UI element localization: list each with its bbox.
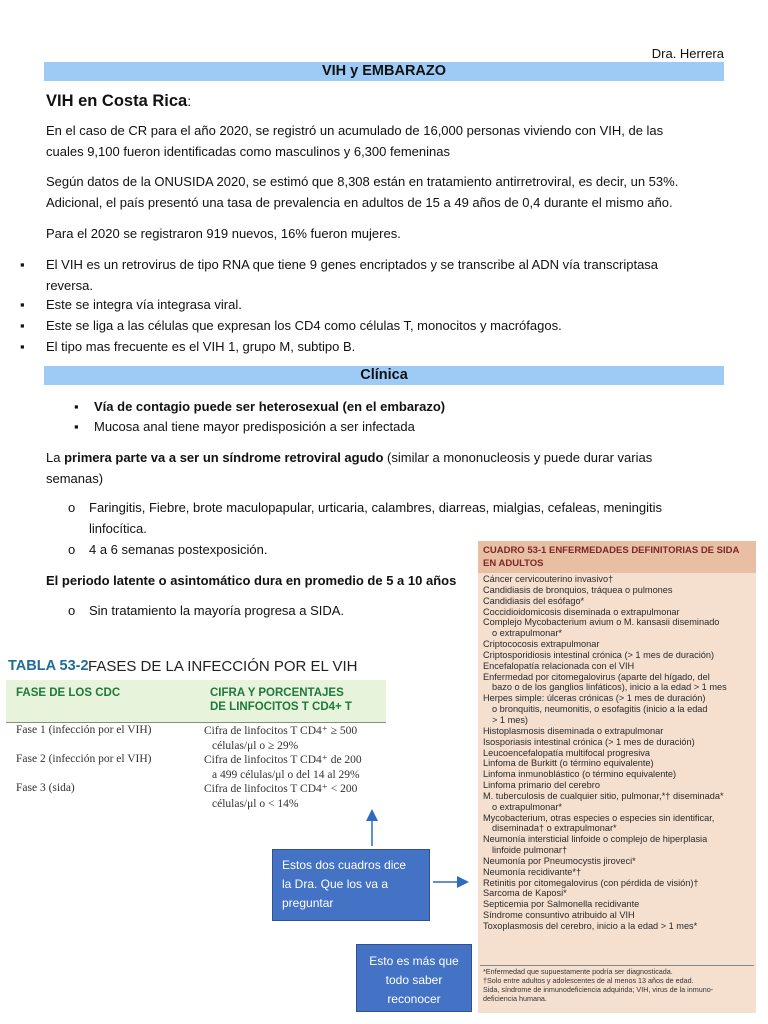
table-number: TABLA 53-2 <box>8 658 89 674</box>
disease-list-item: Criptococosis extrapulmonar <box>483 639 600 650</box>
bullet-icon: ▪ <box>74 419 79 434</box>
sub-item-text: 4 a 6 semanas postexposición. <box>89 542 268 557</box>
list-item-text-cont: reversa. <box>46 278 93 293</box>
column-header-cifra-l2: DE LINFOCITOS T CD4+ T <box>210 701 352 713</box>
disease-list-item: Criptosporidiosis intestinal crónica (> 1 mes de duración) <box>483 649 715 660</box>
cell-line: a 499 células/μl o del 14 al 29% <box>212 769 360 781</box>
section-heading-clinica: Clínica <box>360 367 408 383</box>
list-item-text: Este se integra vía integrasa viral. <box>46 297 242 312</box>
callout-line: reconocer <box>387 992 441 1006</box>
disease-list-item: Septicemia por Salmonella recidivante <box>483 899 640 910</box>
disease-list-item: Toxoplasmosis del cerebro, inicio a la edad > 1 mes* <box>483 921 698 931</box>
disease-list-item: Herpes simple: úlceras crónicas (> 1 mes de duración) <box>483 693 706 704</box>
table-cell-fase: Fase 1 (infección por el VIH) <box>16 724 152 736</box>
disease-list-item: Neumonía por Pneumocystis jiroveci* <box>483 855 636 866</box>
cell-line: células/μl o < 14% <box>212 798 299 810</box>
disease-list-item: Cáncer cervicouterino invasivo† <box>483 574 614 584</box>
disease-list-item: Candidiasis del esófago* <box>483 595 585 606</box>
box-title-line2: EN ADULTOS <box>483 558 544 569</box>
retroviral-line2: semanas) <box>46 471 104 486</box>
disease-list-item: Linfoma primario del cerebro <box>483 780 600 791</box>
disease-list-item: Histoplasmosis diseminada o extrapulmonar <box>483 725 664 736</box>
column-header-cifra-l1: CIFRA Y PORCENTAJES <box>210 687 344 699</box>
disease-list-item: Complejo Mycobacterium avium o M. kansasii diseminado <box>483 617 720 628</box>
disease-list-item: Sarcoma de Kaposi* <box>483 888 567 899</box>
disease-list-item: Neumonía intersticial linfoide o complejo de hiperplasia <box>483 834 708 845</box>
sub-item-text: Sin tratamiento la mayoría progresa a SIDA. <box>89 603 345 618</box>
disease-list-item: Linfoma de Burkitt (o término equivalente) <box>483 758 654 769</box>
callout-line: preguntar <box>282 896 334 910</box>
author-name: Dra. Herrera <box>651 46 724 61</box>
disease-list-item: M. tuberculosis de cualquier sitio, pulmonar,*† diseminada* <box>483 790 724 801</box>
p2-line1: Según datos de la ONUSIDA 2020, se estimó que 8,308 están en tratamiento antirretroviral, es decir, un 53%. <box>46 174 679 189</box>
disease-list-item: Encefalopatía relacionada con el VIH <box>483 660 635 671</box>
disease-list-item: > 1 mes) <box>492 714 528 725</box>
cell-line: Cifra de linfocitos T CD4⁺ ≥ 500 <box>204 725 358 737</box>
callout-note-reconocer <box>356 944 472 1012</box>
callout-line: Estos dos cuadros dice <box>282 858 407 872</box>
table-title: FASES DE LA INFECCIÓN POR EL VIH <box>88 658 358 675</box>
disease-list-item: Coccidioidomicosis diseminada o extrapulmonar <box>483 606 680 617</box>
disease-list-item: Mycobacterium, otras especies o especies sin identificar, <box>483 812 715 823</box>
disease-list-item: Retinitis por citomegalovirus (con pérdida de visión)† <box>483 877 699 888</box>
sub-item-text-cont: linfocítica. <box>89 521 147 536</box>
list-item-text: El tipo mas frecuente es el VIH 1, grupo M, subtipo B. <box>46 339 356 354</box>
column-header-fase: FASE DE LOS CDC <box>16 687 121 699</box>
callout-line: la Dra. Que los va a <box>282 877 389 891</box>
box-title-line1: CUADRO 53-1 ENFERMEDADES DEFINITORIAS DE SIDA <box>483 545 740 556</box>
paragraph-3: Para el 2020 se registraron 919 nuevos, 16% fueron mujeres. <box>46 226 401 241</box>
bullet-icon: ▪ <box>74 399 79 414</box>
p1-line2: cuales 9,100 fueron identificadas como masculinos y 6,300 femeninas <box>46 144 450 159</box>
table-cell-fase: Fase 2 (infección por el VIH) <box>16 753 152 765</box>
p2-line2: Adicional, el país presentó una tasa de prevalencia en adultos de 15 a 49 años de 0,4 durante el mismo año. <box>46 195 673 210</box>
cell-line: Cifra de linfocitos T CD4⁺ de 200 <box>204 754 362 766</box>
table-cell-fase: Fase 3 (sida) <box>16 782 75 794</box>
footnote: deficiencia humana. <box>483 993 547 1003</box>
callout-line: todo saber <box>385 973 443 987</box>
disease-list-item: Linfoma inmunoblástico (o término equivalente) <box>483 769 677 780</box>
cell-line: células/μl o ≥ 29% <box>212 740 299 752</box>
disease-list-item: Leucoencefalopatía multifocal progresiva <box>483 747 651 758</box>
bullet-icon: ▪ <box>20 339 25 354</box>
retroviral-post: (similar a mononucleosis y puede durar varias <box>383 450 653 465</box>
cell-line: Cifra de linfocitos T CD4⁺ < 200 <box>204 783 358 795</box>
circle-bullet-icon: o <box>68 603 76 618</box>
latent-period: El periodo latente o asintomático dura en promedio de 5 a 10 años <box>46 573 457 588</box>
disease-list-item: Isosporiasis intestinal crónica (> 1 mes de duración) <box>483 736 695 747</box>
heading-colon: : <box>187 93 192 109</box>
footnote: *Enfermedad que supuestamente podría ser diagnosticada. <box>483 967 673 976</box>
disease-list-item: linfoide pulmonar† <box>492 845 568 856</box>
bullet-icon: ▪ <box>20 257 25 272</box>
callout-line: Esto es más que <box>369 954 459 968</box>
list-item-text: Este se liga a las células que expresan los CD4 como células T, monocitos y macrófagos. <box>46 318 562 333</box>
page-title: VIH y EMBARAZO <box>321 63 447 79</box>
disease-list-item: Neumonía recidivante*† <box>483 866 582 877</box>
disease-list-item: o bronquitis, neumonitis, o esofagitis (inicio a la edad <box>492 704 708 715</box>
circle-bullet-icon: o <box>68 542 76 557</box>
disease-list-item: Enfermedad por citomegalovirus (aparte del hígado, del <box>483 671 710 682</box>
retroviral-bold: primera parte va a ser un síndrome retroviral agudo <box>64 450 384 465</box>
disease-list-item: diseminada† o extrapulmonar* <box>492 823 617 834</box>
retroviral-pre: La <box>46 450 65 465</box>
footnote: Sida, síndrome de inmunodeficiencia adquirida; VIH, virus de la inmuno- <box>483 984 714 994</box>
callout-note-preguntar <box>272 849 430 921</box>
bullet-icon: ▪ <box>20 318 25 333</box>
disease-list-item: Candidiasis de bronquios, tráquea o pulmones <box>483 584 673 595</box>
disease-list-item: o extrapulmonar* <box>492 801 562 812</box>
list-item-text: Mucosa anal tiene mayor predisposición a ser infectada <box>94 419 415 434</box>
disease-list-item: o extrapulmonar* <box>492 628 562 639</box>
list-item-text: El VIH es un retrovirus de tipo RNA que tiene 9 genes encriptados y se transcribe al ADN vía transcriptasa <box>46 257 659 272</box>
bullet-icon: ▪ <box>20 297 25 312</box>
sub-item-text: Faringitis, Fiebre, brote maculopapular, urticaria, calambres, diarreas, mialgias, cefaleas, meningitis <box>89 500 662 515</box>
circle-bullet-icon: o <box>68 500 76 515</box>
list-item-text: Vía de contagio puede ser heterosexual (en el embarazo) <box>94 399 446 414</box>
disease-list-item: bazo o de los ganglios linfáticos), inicio a la edad > 1 mes <box>492 682 727 693</box>
p1-line1: En el caso de CR para el año 2020, se registró un acumulado de 16,000 personas viviendo con VIH, de las <box>46 123 664 138</box>
footnote: †Solo entre adultos y adolescentes de al menos 13 años de edad. <box>483 975 694 985</box>
disease-list-item: Síndrome consuntivo atribuido al VIH <box>483 910 635 921</box>
heading-text: VIH en Costa Rica <box>46 92 188 110</box>
